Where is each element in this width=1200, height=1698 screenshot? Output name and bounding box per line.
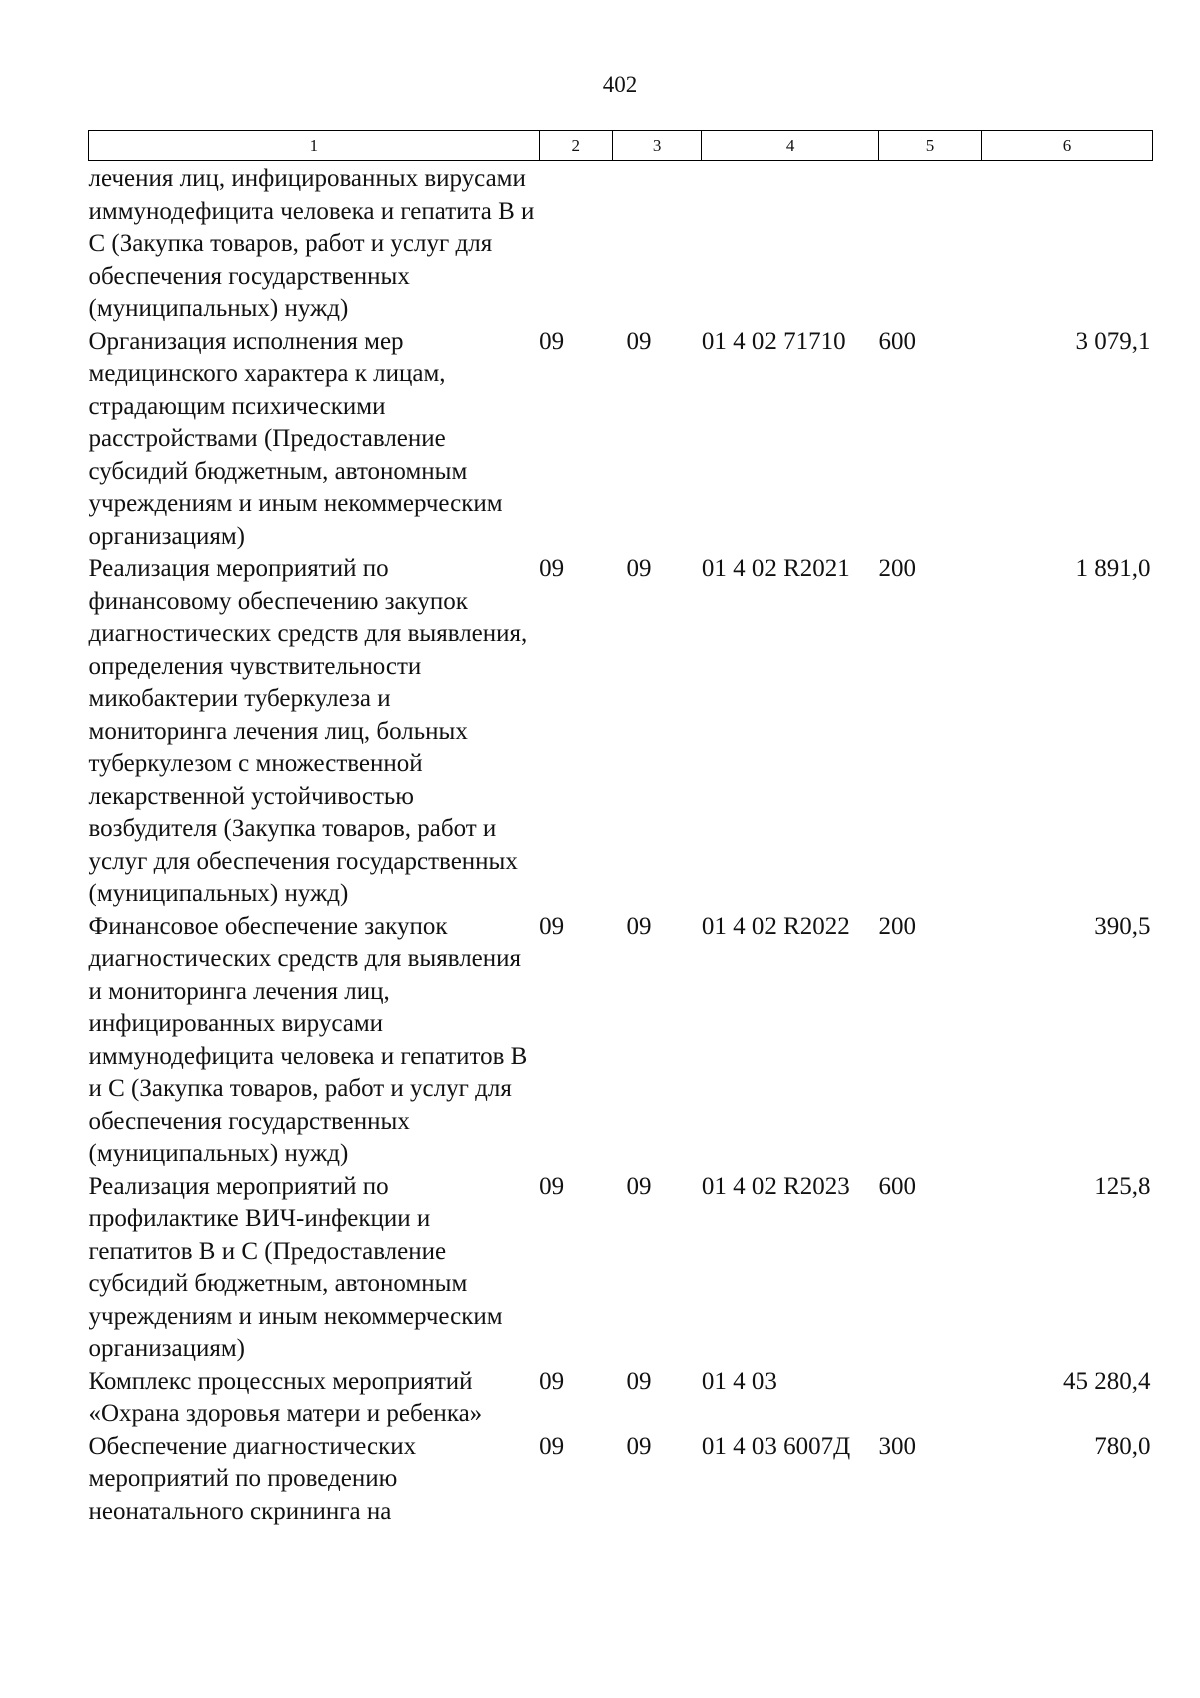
column-header-2: 2 [539,131,612,161]
row-section: 09 [539,1432,565,1460]
table-row [89,326,1153,554]
row-expense-type: 600 [878,327,916,355]
row-amount [982,161,1153,326]
row-name: Реализация мероприятий по финансовому обеспечению закупок диагностических средств для выявления, определения чувствительности микобактерии туберкулеза и мониторинга лечения лиц, больных туберкулезом с множественной лекарственной устойчивостью возбудителя (Закупка товаров, работ и услуг для обеспечения государственных (муниципальных) нужд) [88,555,528,907]
row-name: Обеспечение диагностических мероприятий по проведению неонатального скрининга на [88,1432,417,1525]
row-section: 09 [539,912,565,940]
row-target-code: 01 4 03 [701,1367,777,1395]
row-subsection: 09 [626,1172,652,1200]
column-header-3: 3 [612,131,701,161]
row-name: Финансовое обеспечение закупок диагностических средств для выявления и мониторинга лечения лиц, инфицированных вирусами иммунодефицита человека и гепатитов В и С (Закупка товаров, работ и услуг для обеспечения государственных (муниципальных) нужд) [88,912,528,1167]
row-amount: 780,0 [1094,1432,1151,1460]
row-subsection: 09 [626,555,652,582]
row-amount: 125,8 [1094,1172,1151,1200]
row-section: 09 [539,1367,565,1395]
row-section: 09 [539,327,565,355]
column-header-4: 4 [702,131,879,161]
row-amount: 3 079,1 [1075,327,1151,355]
table-row [89,911,1153,1171]
row-subsection [612,161,701,326]
row-target-code: 01 4 02 R2021 [701,555,850,582]
table-row [89,1171,1153,1366]
row-target-code [702,161,879,326]
row-target-code: 01 4 03 6007Д [701,1432,851,1460]
row-section: 09 [539,1172,565,1200]
budget-table [88,130,1153,1528]
row-subsection: 09 [626,1432,652,1460]
row-amount: 390,5 [1094,912,1151,940]
row-target-code: 01 4 02 R2022 [701,912,850,940]
table-row [89,1431,1153,1529]
row-name: Организация исполнения мер медицинского характера к лицам, страдающим психическими расстройствами (Предоставление субсидий бюджетным, автономным учреждениям и иным некоммерческим организациям) [88,327,503,550]
table-row [89,161,1153,326]
column-header-1: 1 [89,131,540,161]
row-target-code: 01 4 02 71710 [701,327,846,355]
page-number: 402 [602,72,638,97]
row-amount: 45 280,4 [1063,1367,1151,1395]
row-subsection: 09 [626,327,652,355]
column-header-6: 6 [982,131,1153,161]
row-section: 09 [539,555,565,582]
row-name: Реализация мероприятий по профилактике ВИЧ-инфекции и гепатитов В и С (Предоставление субсидий бюджетным, автономным учреждениям и иным некоммерческим организациям) [88,1172,503,1362]
row-expense-type [878,1366,981,1431]
row-expense-type: 300 [878,1432,916,1460]
column-header-5: 5 [878,131,981,161]
row-section [539,161,612,326]
row-expense-type [878,161,981,326]
row-subsection: 09 [626,912,652,940]
row-subsection: 09 [626,1367,652,1395]
row-expense-type: 600 [878,1172,916,1200]
row-target-code: 01 4 02 R2023 [701,1172,850,1200]
table-row [89,553,1153,911]
row-name: Комплекс процессных мероприятий «Охрана здоровья матери и ребенка» [88,1367,483,1427]
row-expense-type: 200 [878,912,916,940]
table-header-row [89,131,1153,161]
row-expense-type: 200 [878,555,916,582]
row-name: лечения лиц, инфицированных вирусами иммунодефицита человека и гепатита В и С (Закупка товаров, работ и услуг для обеспечения государственных (муниципальных) нужд) [88,165,535,322]
row-amount: 1 891,0 [1075,555,1151,582]
table-row [89,1366,1153,1431]
